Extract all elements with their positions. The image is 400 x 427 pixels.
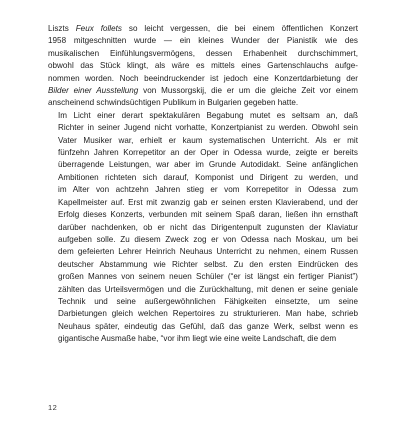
text-segment: dem gefeierten Lehrer Heinrich Neuhaus Unterricht zu nehmen, einem Russen [58, 247, 358, 257]
text-line [48, 85, 358, 97]
text-segment: Erfolg dieses Konzerts, verbunden mit seinem Spaß daran, ließen ihn ernsthaft [58, 210, 358, 220]
page-number: 12 [48, 403, 58, 412]
text-line [48, 172, 358, 184]
text-segment: so leicht vergessen, die bei einem öffentlichen Konzert [121, 24, 358, 33]
text-line [48, 234, 358, 246]
text-segment: Kapellmeister auf. Erst mit zwanzig gab er seinen ersten Klavierabend, und der [58, 197, 358, 207]
body-text [48, 23, 358, 346]
text-line [48, 147, 358, 159]
text-line [48, 308, 358, 320]
text-segment: gigantische Ausmaße habe, “vor ihm liegt wie eine weite Landschaft, die dem [58, 334, 337, 344]
text-segment: musikalischen Einfühlungsvermögens, dessen Erhabenheit durchschimmert, [48, 48, 358, 58]
text-segment: darüber nachdenken, ob er nicht das Dirigentenpult zugunsten der Klaviatur [58, 222, 359, 232]
text-line [48, 222, 358, 234]
text-line [48, 321, 358, 333]
text-segment: deutscher Abstammung wie Richter selbst. Zu den ersten Eindrücken des [58, 259, 359, 269]
text-segment: Richter in seiner Jugend nicht vorhatte, Konzertpianist zu werden. Obwohl sein [58, 123, 359, 133]
italic-title: Feux follets [75, 24, 122, 33]
text-segment: im Alter von achtzehn Jahren stieg er vom Korrepetitor in Odessa zum [58, 185, 358, 195]
text-line [48, 184, 358, 196]
text-segment: Technik und seine außergewöhnlichen Fähigkeiten einsetzte, um seine [58, 296, 358, 306]
text-segment: Darbietungen gleich welchen Repertoires zu strukturieren. Man habe, schrieb [58, 309, 358, 319]
text-line [48, 197, 358, 209]
text-line [48, 110, 358, 122]
text-segment: Neuhaus später, eindeutig das Gefühl, daß das ganze Werk, selbst wenn es [58, 321, 358, 331]
text-line [48, 122, 358, 134]
text-segment: Im Licht einer derart spektakulären Begabung mutet es seltsam an, daß [58, 110, 358, 120]
text-segment: großen Mannes von seinem neuen Schüler (“er ist längst ein fertiger Pianist”) [58, 272, 358, 282]
text-segment: nommen worden. Noch beeindruckender ist jedoch eine Konzertdarbietung der [48, 73, 358, 83]
text-line [48, 48, 358, 60]
text-segment: aufgeben solle. Zu diesem Zweck zog er von Odessa nach Moskau, um bei [58, 234, 359, 244]
text-line [48, 296, 358, 308]
text-segment: Ambitionen richteten sich darauf, Komponist und Dirigent zu werden, und [58, 172, 359, 182]
text-line [48, 97, 358, 109]
text-line [48, 135, 358, 147]
text-line [48, 60, 358, 72]
text-line [48, 23, 358, 35]
text-segment: obwohl das Stück klingt, als wäre es mittels eines Gartenschlauchs aufge- [48, 61, 358, 71]
text-line [48, 246, 358, 258]
text-line [48, 333, 358, 345]
text-line [48, 73, 358, 85]
text-segment: von Mussorgskij, die er um die gleiche Zeit vor einem [138, 86, 359, 96]
italic-title: Bilder einer Ausstellung [48, 86, 139, 96]
paragraph [48, 23, 358, 110]
text-segment: fünfzehn Jahren Korrepetitor an der Oper in Odessa wurde, zeigte er bereits [58, 148, 358, 158]
text-line [48, 159, 358, 171]
text-line [48, 209, 358, 221]
text-line [48, 259, 358, 271]
text-segment: Vater Musiker war, erhielt er kaum systematischen Unterricht. Als er mit [58, 135, 358, 145]
text-line [48, 271, 358, 283]
text-segment: Liszts [48, 24, 76, 33]
text-segment: 1958 mitgeschnitten wurde — ein kleines Wunder der Pianistik wie des [48, 36, 358, 46]
text-segment: anscheinend schwindsüchtigen Publikum in Bulgarien gegeben hatte. [48, 98, 299, 108]
paragraph [48, 110, 358, 346]
text-line [48, 284, 358, 296]
text-segment: überragende Leistungen, war aber im Grunde Autodidakt. Seine anfänglichen [58, 160, 358, 170]
text-line [48, 35, 358, 47]
text-segment: zählten das Urteilsvermögen und die Zurückhaltung, mit denen er seine geniale [58, 284, 358, 294]
